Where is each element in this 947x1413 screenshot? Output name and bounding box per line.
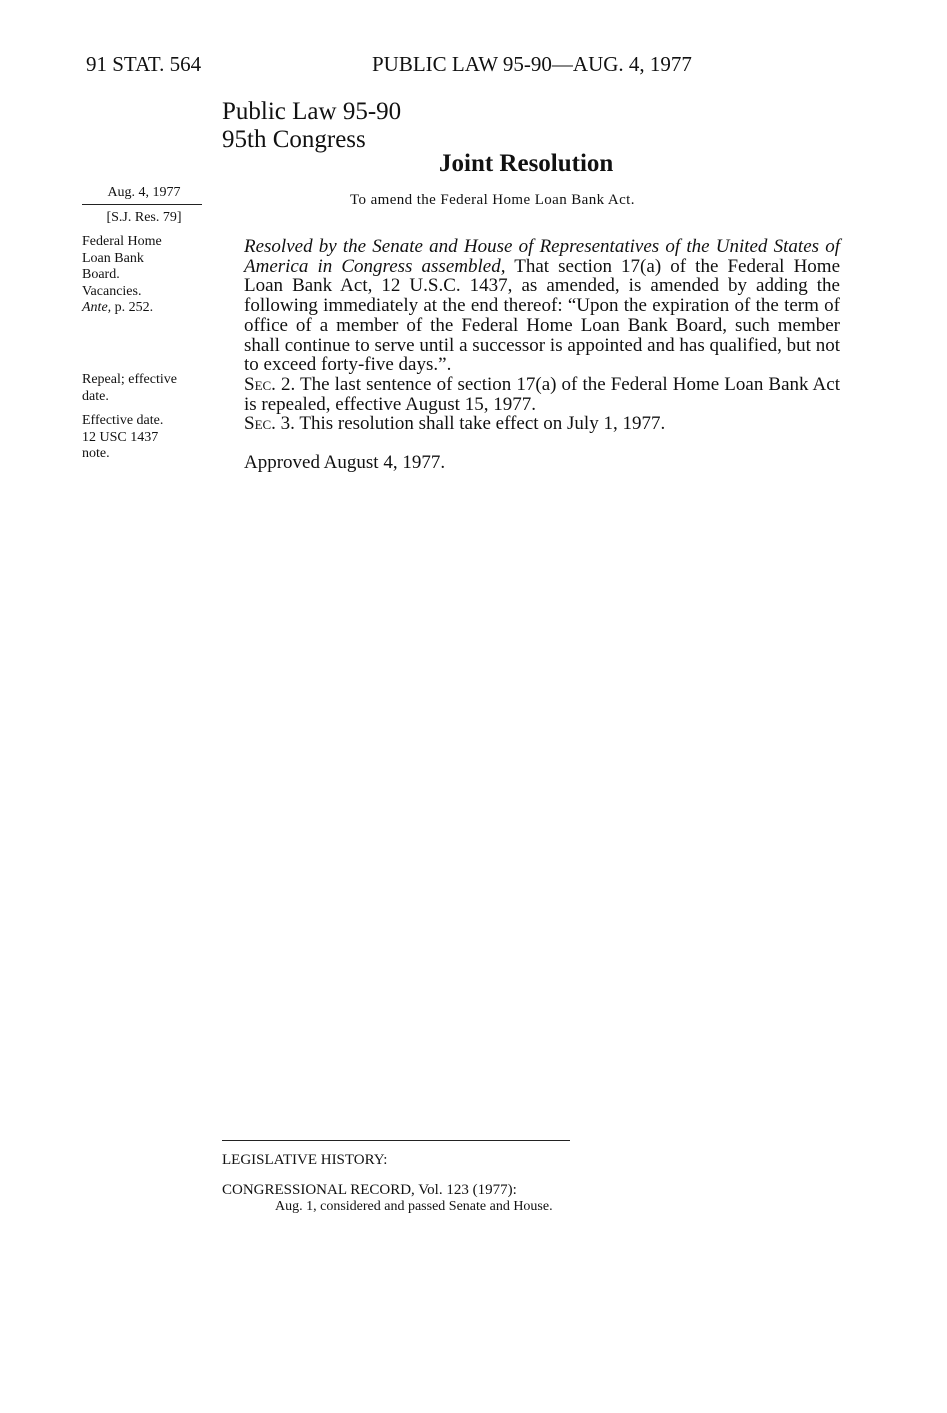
law-number: Public Law 95-90 bbox=[222, 98, 402, 125]
margin-effective-line: Effective date. bbox=[82, 413, 164, 428]
section-2-paragraph bbox=[244, 375, 840, 414]
running-title: PUBLIC LAW 95-90—AUG. 4, 1977 bbox=[372, 52, 692, 76]
resolution-purpose: To amend the Federal Home Loan Bank Act. bbox=[350, 192, 635, 208]
margin-ante-page: p. 252. bbox=[111, 300, 154, 315]
approval-line: Approved August 4, 1977. bbox=[244, 452, 446, 473]
margin-ante-reference bbox=[82, 300, 206, 317]
margin-resolution-number: [S.J. Res. 79] bbox=[106, 209, 182, 225]
congress-number: 95th Congress bbox=[222, 126, 366, 153]
legislative-history-entry: Aug. 1, considered and passed Senate and House. bbox=[275, 1199, 553, 1214]
section-2-text: The last sentence of section 17(a) of the Federal Home Loan Bank Act is repealed, effective August 15, 1977. bbox=[244, 373, 840, 415]
margin-repeal-note bbox=[82, 372, 177, 405]
section-3-paragraph bbox=[244, 414, 840, 434]
section-1-text: That section 17(a) of the Federal Home Loan Bank Act, 12 U.S.C. 1437, as amended, is amended by adding the following immediately at the end thereof: “Upon the expiration of the term of office of a member of the Federal Home Loan Bank Board, such member shall continue to serve until a successor is appointed and has qualified, but not to exceed forty-five days.”. bbox=[244, 255, 840, 376]
margin-topic-line: Federal Home bbox=[82, 234, 162, 249]
resolution-body bbox=[244, 237, 840, 434]
stat-page-number: 91 STAT. 564 bbox=[86, 52, 202, 76]
legislative-history-divider bbox=[222, 1140, 570, 1141]
margin-ante-italic: Ante, bbox=[82, 300, 112, 315]
resolution-type: Joint Resolution bbox=[439, 150, 614, 177]
margin-repeal-line: date. bbox=[82, 388, 109, 404]
legislative-history-heading: LEGISLATIVE HISTORY: bbox=[222, 1152, 388, 1168]
margin-notes-top bbox=[82, 185, 206, 321]
margin-effective-line: 12 USC 1437 bbox=[82, 429, 159, 445]
section-1-paragraph bbox=[244, 237, 840, 375]
margin-repeal-line: Repeal; effective bbox=[82, 372, 177, 387]
margin-topic bbox=[82, 234, 206, 317]
margin-effective-line: note. bbox=[82, 446, 110, 461]
margin-topic-line: Board. bbox=[82, 267, 120, 282]
enacting-clause: Resolved by the Senate and House of Representatives of the United States of America in Congress assembled, bbox=[244, 236, 840, 277]
section-3-text: This resolution shall take effect on July 1, 1977. bbox=[294, 413, 666, 435]
margin-vacancies: Vacancies. bbox=[82, 283, 142, 299]
margin-divider bbox=[82, 204, 202, 205]
congressional-record-citation: CONGRESSIONAL RECORD, Vol. 123 (1977): bbox=[222, 1182, 517, 1198]
margin-effective-note bbox=[82, 413, 163, 463]
margin-topic-line: Loan Bank bbox=[82, 250, 144, 266]
section-3-label: Sec. 3. bbox=[244, 413, 295, 435]
margin-date: Aug. 4, 1977 bbox=[107, 185, 181, 200]
section-2-label: Sec. 2. bbox=[244, 373, 296, 395]
